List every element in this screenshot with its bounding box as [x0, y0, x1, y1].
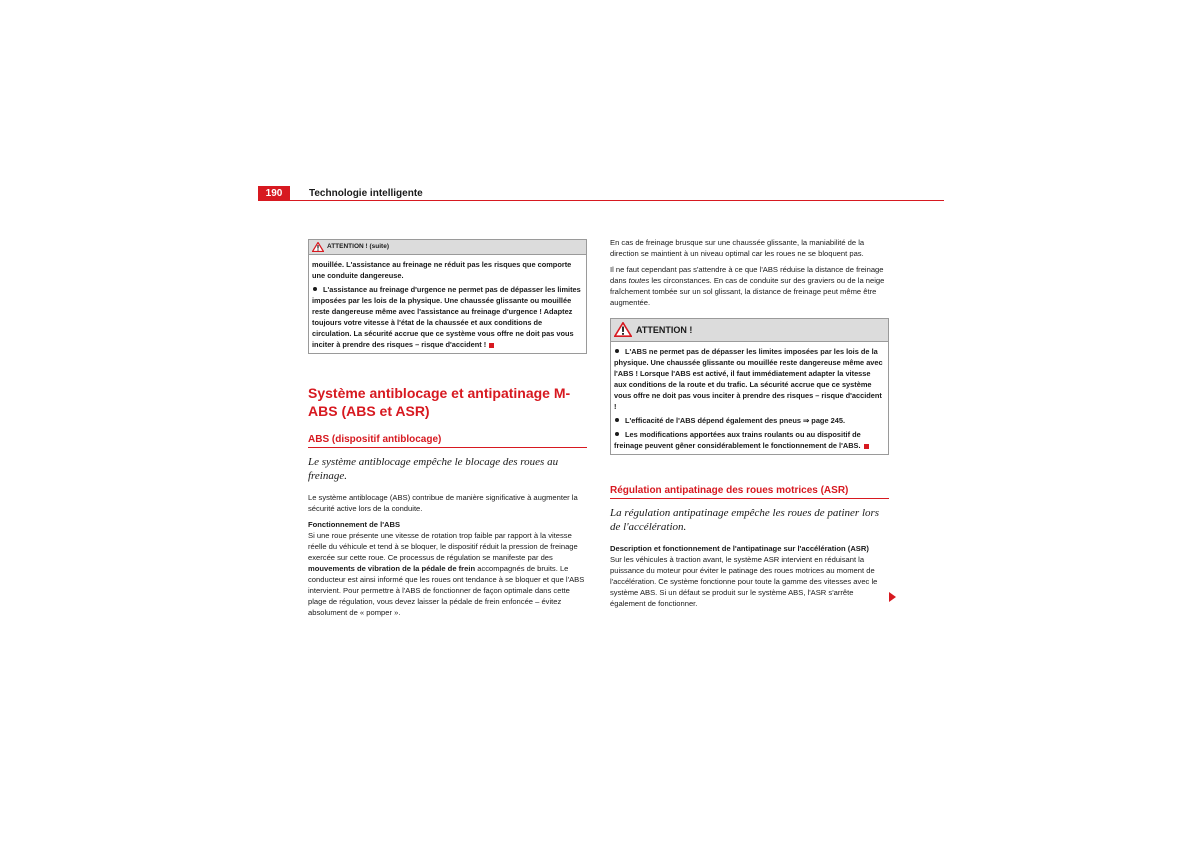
warning-label: ATTENTION ! (suite): [327, 243, 389, 250]
text-run: Il ne faut cependant pas s'attendre à ce que l'ABS réduise la distance de freinage dans: [610, 265, 884, 285]
left-column: [308, 239, 587, 623]
end-square-icon: [489, 343, 494, 348]
warning-text: L'ABS ne permet pas de dépasser les limites imposées par les lois de la physique. Une chaussée glissante ou mouillée reste dangereuse même avec l'ABS ! Lorsque l'ABS est activé, il faut immédiatement adapter la vitesse aux conditions de la route et du trafic. La sécurité accrue que ce système vous offre ne doit pas vous inciter à prendre des risques – risque d'accident !: [614, 347, 883, 411]
header-rule: [258, 200, 944, 201]
asr-lead: La régulation antipatinage empêche les roues de patiner lors de l'accélération.: [610, 507, 880, 533]
warning-header: [309, 240, 586, 255]
header-title: Technologie intelligente: [309, 188, 423, 199]
bullet-icon: [615, 432, 619, 436]
continue-arrow-icon: [889, 592, 896, 602]
warning-triangle-icon: [312, 242, 324, 252]
section-title: Système antiblocage et antipatinage M-ABS (ABS et ASR): [308, 385, 571, 419]
fonctionnement-text: [308, 530, 587, 618]
text-run: les circonstances. En cas de conduite sur des graviers ou de la neige fraîchement tombée sur un sol glissant, la distance de freinage peut même être augmentée.: [610, 276, 885, 307]
abs-intro: Le système antiblocage (ABS) contribue de manière significative à augmenter la sécurité active lors de la conduite.: [308, 493, 578, 513]
text-run: Si une roue présente une vitesse de rotation trop faible par rapport à la vitesse réelle du véhicule et tend à se bloquer, le dispositif réduit la pression de freinage exercée sur cette roue. Ce processus de régulation se manifeste par des: [308, 531, 578, 562]
right-column: [610, 237, 889, 614]
page-number: 190: [258, 186, 290, 201]
warning-text: Les modifications apportées aux trains roulants ou au dispositif de freinage peuvent gêner considérablement le fonctionnement de l'ABS.: [614, 430, 861, 450]
warning-bullet-item: [614, 429, 885, 451]
warning-text: L'assistance au freinage d'urgence ne permet pas de dépasser les limites imposées par les lois de la physique. Une chaussée glissante ou mouillée reste dangereuse même avec l'assistance au freinage d'urgence ! Adaptez toujours votre vitesse à l'état de la chaussée et aux conditions de circulation. La sécurité accrue que ce système vous offre ne doit pas vous inciter à prendre des risques – risque d'accident !: [312, 285, 581, 349]
asr-subtitle: Description et fonctionnement de l'antipatinage sur l'accélération (ASR): [610, 544, 869, 553]
warning-body: [611, 342, 888, 454]
end-square-icon: [864, 444, 869, 449]
warning-body: [309, 255, 586, 353]
warning-triangle-icon: [614, 322, 632, 337]
paragraph: En cas de freinage brusque sur une chaussée glissante, la maniabilité de la direction se maintient à un niveau optimal car les roues ne se bloquent pas.: [610, 238, 865, 258]
asr-title: Régulation antipatinage des roues motrices (ASR): [610, 485, 889, 499]
bullet-icon: [615, 349, 619, 353]
bullet-icon: [313, 287, 317, 291]
warning-bullet-item: [614, 346, 885, 412]
warning-box: [610, 318, 889, 455]
bold-run: mouvements de vibration de la pédale de frein: [308, 564, 476, 573]
warning-header: [611, 319, 888, 342]
text-run: accompagnés de bruits. Le conducteur est ainsi informé que les roues ont tendance à se bloquer et que l'ABS intervient. Pour permettre à l'ABS de fonctionner de façon optimale dans cette plage de régulation, vous devez laisser la pédale de frein enfoncée – évitez absolument de « pomper ».: [308, 564, 585, 617]
warning-label: ATTENTION !: [636, 325, 693, 335]
warning-box-continued: [308, 239, 587, 354]
italic-run: toutes: [628, 276, 650, 285]
page-header: [258, 186, 944, 202]
warning-bullet-item: [312, 284, 583, 350]
bullet-icon: [615, 418, 619, 422]
warning-text: L'efficacité de l'ABS dépend également des pneus ⇒ page 245.: [625, 416, 845, 425]
abs-lead: Le système antiblocage empêche le blocage des roues au freinage.: [308, 456, 559, 482]
fonctionnement-title: Fonctionnement de l'ABS: [308, 520, 401, 529]
warning-bullet-item: [614, 415, 885, 426]
asr-text: Sur les véhicules à traction avant, le système ASR intervient en réduisant la puissance du moteur pour éviter le patinage des roues motrices au moment de l'accélération. Ce système fonctionne pour toute la gamme des vitesses avec le système ABS. Si un défaut se produit sur le système ABS, l'ASR s'arrête également de fonctionner.: [610, 555, 878, 608]
abs-title: ABS (dispositif antiblocage): [308, 434, 587, 448]
warning-paragraph: mouillée. L'assistance au freinage ne réduit pas les risques que comporte une conduite dangereuse.: [312, 260, 572, 280]
paragraph: [610, 264, 889, 308]
